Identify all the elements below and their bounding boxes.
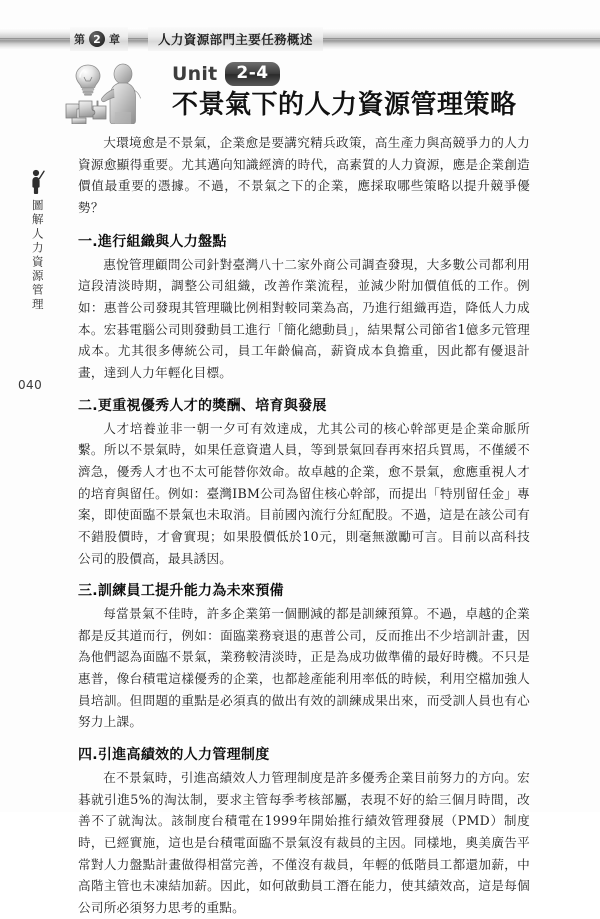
unit-label: Unit [172,63,218,86]
section-body: 人才培養並非一朝一夕可有效達成，尤其公司的核心幹部更是企業命脈所繫。所以不景氣時，如果任意資遣人員，等到景氣回春再來招兵買馬，不僅緩不濟急，優秀人才也不太可能替你效命。故卓越的企業，愈不景氣，愈應重視人才的培育與留任。例如：臺灣IBM公司為留住核心幹部，而提出「特別留任金」專案，即使面臨不景氣也未取消。目前國內流行分紅配股。不過，這是在該公司有不錯股價時，才會實現；如果股價低於10元，則毫無激勵可言。目前以高科技公司的股價高，最具誘因。 [78,420,530,566]
section-heading: 三.訓練員工提升能力為未來預備 [78,583,284,600]
section-2 [78,395,530,570]
unit-header [62,58,542,124]
section-body: 惠悅管理顧問公司針對臺灣八十二家外商公司調查發現，大多數公司都利用這段清淡時期，調整公司組織，改善作業流程，並減少附加價值低的工作。例如：惠普公司發現其管理職比例相對較同業為高，乃進行組織再造，降低人力成本。宏碁電腦公司則發動員工進行「簡化總動員」，結果幫公司節省1億多元管理成本。尤其很多傳統公司，員工年齡偏高，薪資成本負擔重，因此都有優退計畫，達到人力年輕化目標。 [78,256,530,380]
section-body: 在不景氣時，引進高績效人力管理制度是許多優秀企業目前努力的方向。宏碁就引進5%的淘汰制，要求主管每季考核部屬，表現不好的給三個月時間，改善不了就淘汰。該制度台積電在1999年開始推行績效管理發展（PMD）制度時，已經實施，這也是台積電面臨不景氣沒有裁員的主因。同樣地，奧美廣告平常對人力盤點計畫做得相當完善，不僅沒有裁員，年輕的低階員工都還加薪，中高階主管也未凍結加薪。因此，如何啟動員工潛在能力，使其績效高，這是每個公司所必須努力思考的重點。 [78,770,530,916]
lightbulb-figure-puzzle-illustration [62,60,174,124]
side-tab [24,168,50,312]
unit-line [172,62,280,86]
section-1 [78,231,530,384]
unit-number-badge: 2-4 [225,62,279,86]
section-4 [78,744,530,919]
chapter-unit-word: 章 [109,33,120,46]
page-content [78,132,530,919]
section-heading: 一.進行組織與人力盤點 [78,233,227,250]
page-number: 040 [18,378,43,392]
chapter-title: 人力資源部門主要任務概述 [148,27,323,51]
chapter-number-badge: 2 [89,31,105,47]
section-heading: 四.引進高績效的人力管理制度 [78,747,270,764]
section-heading: 二.更重視優秀人才的獎酬、培育與發展 [78,397,327,414]
section-3 [78,580,530,733]
chapter-word: 第 [74,33,85,46]
section-body: 每當景氣不佳時，許多企業第一個刪減的都是訓練預算。不過，卓越的企業都是反其道而行，例如：面臨業務衰退的惠普公司，反而推出不少培訓計畫，因為他們認為面臨不景氣，業務較清淡時，正是為成功做準備的最好時機。不只是惠普，像台積電這樣優秀的企業，也都趁產能利用率低的時候，利用空檔加強人員培訓。但問題的重點是必須真的做出有效的訓練成果出來，而受訓人員也有心努力上課。 [78,606,530,730]
lead-paragraph: 大環境愈是不景氣，企業愈是要講究精兵政策，高生產力與高競爭力的人力資源愈顯得重要。尤其邁向知識經濟的時代，高素質的人力資源，應是企業創造價值最重要的憑據。不過，不景氣之下的企業，應採取哪些策略以提升競爭優勢？ [78,135,530,215]
unit-title: 不景氣下的人力資源管理策略 [172,90,517,120]
person-icon [29,168,45,194]
side-tab-label: 圖解人力資源管理 [30,199,45,312]
chapter-label [70,27,128,51]
